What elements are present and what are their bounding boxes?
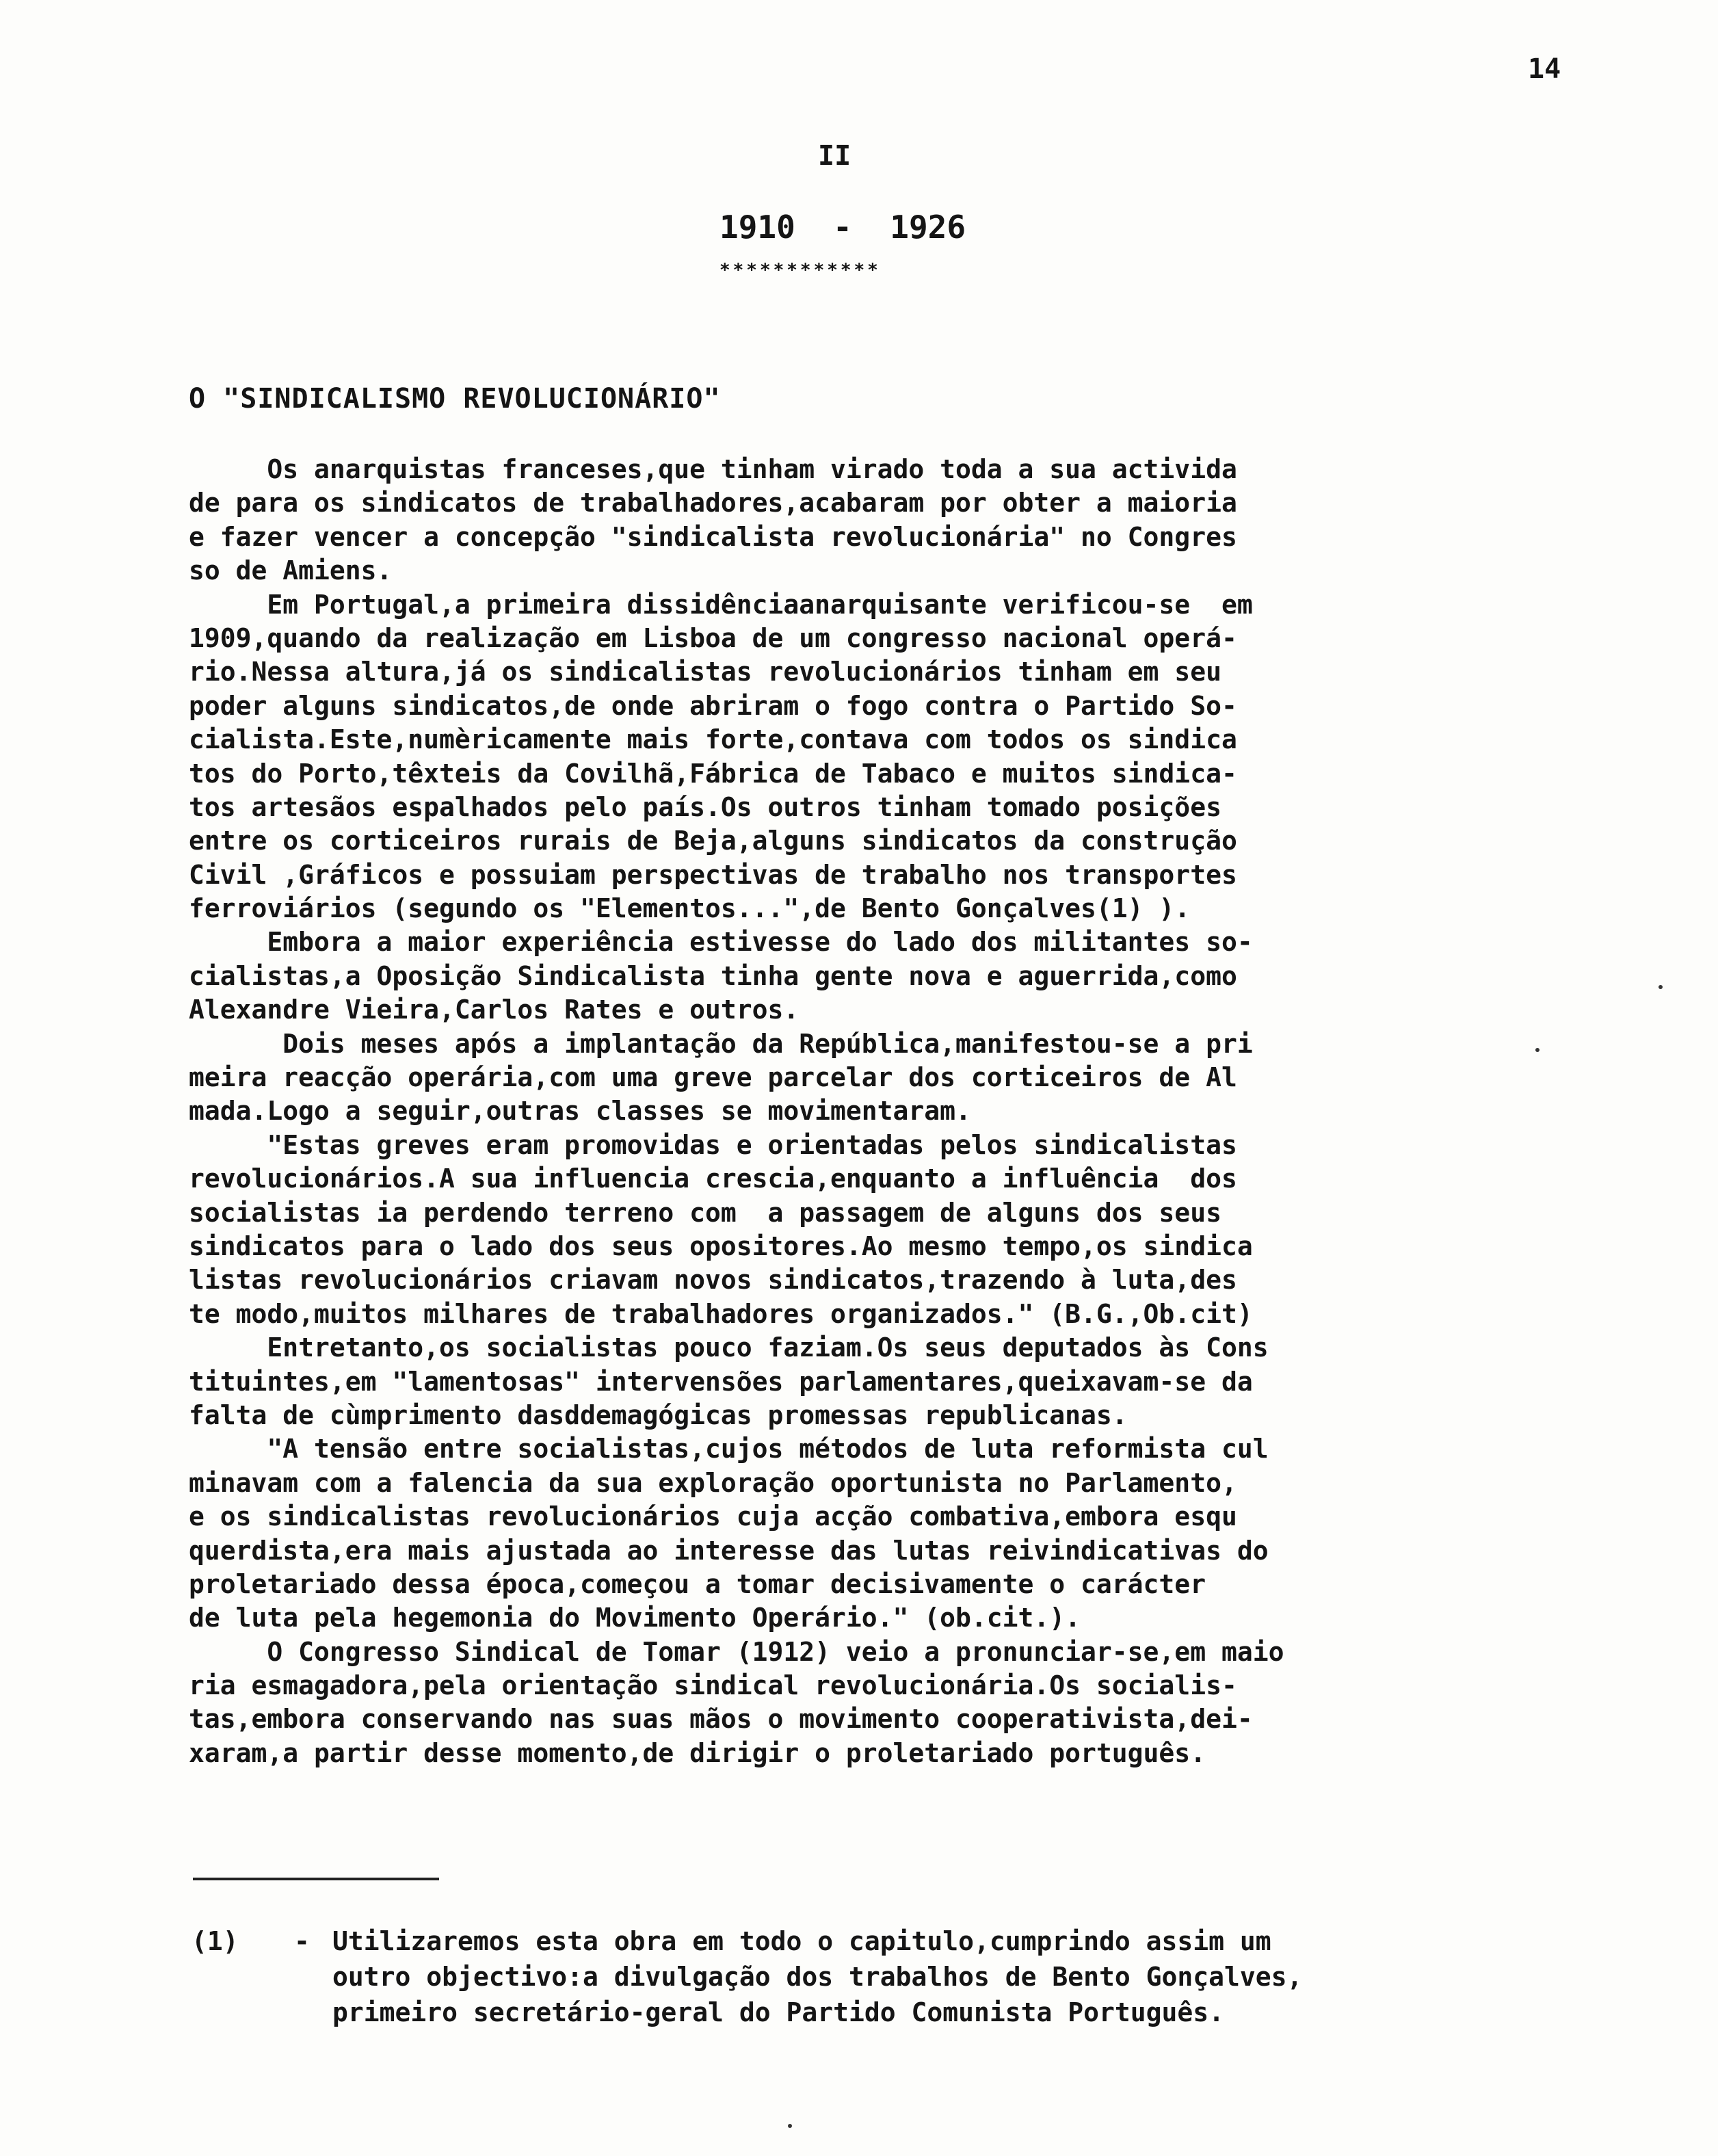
body-line: xaram,a partir desse momento,de dirigir o proletariado português. [189,1737,1206,1768]
scan-speck [1535,1048,1539,1052]
footnote [191,1923,1566,2030]
body-line: mada.Logo a seguir,outras classes se movimentaram. [189,1096,971,1127]
footnote-line: outro objectivo:a divulgação dos trabalhos de Bento Gonçalves, [332,1962,1303,1992]
body-line: Civil ,Gráficos e possuiam perspectivas de trabalho nos transportes [189,859,1237,890]
body-line: de para os sindicatos de trabalhadores,acabaram por obter a maioria [189,488,1237,518]
body-line: sindicatos para o lado dos seus opositores.Ao mesmo tempo,os sindica [189,1231,1253,1261]
body-line: "A tensão entre socialistas,cujos métodos de luta reformista cul [189,1434,1269,1464]
body-line: e os sindicalistas revolucionários cuja acção combativa,embora esqu [189,1501,1237,1532]
body-line: 1909,quando da realização em Lisboa de um congresso nacional operá- [189,622,1237,653]
body-line: te modo,muitos milhares de trabalhadores organizados." (B.G.,Ob.cit) [189,1298,1253,1329]
body-line: tos do Porto,têxteis da Covilhã,Fábrica de Tabaco e muitos sindica- [189,758,1237,789]
body-line: entre os corticeiros rurais de Beja,alguns sindicatos da construção [189,826,1237,856]
body-line: cialista.Este,numèricamente mais forte,contava com todos os sindica [189,724,1237,755]
scan-speck [788,2124,792,2128]
footnote-marker: (1) [191,1926,239,1956]
chapter-numeral: II [818,140,851,172]
period-heading: 1910 - 1926 [719,209,966,246]
body-line: O Congresso Sindical de Tomar (1912) veio a pronunciar-se,em maio [189,1636,1284,1667]
decorative-stars: ************ [719,260,881,280]
body-line: rio.Nessa altura,já os sindicalistas revolucionários tinham em seu [189,657,1221,687]
body-line: minavam com a falencia da sua exploração oportunista no Parlamento, [189,1467,1237,1498]
body-line: listas revolucionários criavam novos sindicatos,trazendo à luta,des [189,1265,1237,1296]
body-line: Embora a maior experiência estivesse do lado dos militantes so- [189,927,1253,958]
body-line: so de Amiens. [189,555,393,586]
section-heading: O "SINDICALISMO REVOLUCIONÁRIO" [189,383,721,415]
body-line: meira reacção operária,com uma greve parcelar dos corticeiros de Al [189,1062,1237,1093]
body-line: ferroviários (segundo os "Elementos...",de Bento Gonçalves(1) ). [189,893,1191,924]
body-line: proletariado dessa época,começou a tomar decisivamente o carácter [189,1568,1206,1599]
body-line: cialistas,a Oposição Sindicalista tinha gente nova e aguerrida,como [189,960,1237,991]
body-line: falta de cùmprimento dasddemagógicas promessas republicanas. [189,1399,1128,1430]
footnote-divider [193,1878,439,1880]
body-text [189,453,1563,1770]
body-line: tas,embora conservando nas suas mãos o movimento cooperativista,dei- [189,1704,1253,1735]
body-line: revolucionários.A sua influencia crescia,enquanto a influência dos [189,1164,1237,1194]
body-line: tituintes,em "lamentosas" intervensões parlamentares,queixavam-se da [189,1366,1253,1397]
body-line: ria esmagadora,pela orientação sindical revolucionária.Os socialis- [189,1670,1237,1701]
body-line: Dois meses após a implantação da República,manifestou-se a pri [189,1028,1253,1059]
body-line: Entretanto,os socialistas pouco faziam.Os seus deputados às Cons [189,1332,1269,1363]
body-line: tos artesãos espalhados pelo país.Os outros tinham tomado posições [189,791,1221,822]
body-line: Alexandre Vieira,Carlos Rates e outros. [189,995,799,1025]
body-line: Os anarquistas franceses,que tinham virado toda a sua activida [189,454,1237,484]
footnote-line: primeiro secretário-geral do Partido Comunista Português. [332,1997,1225,2027]
scan-speck [1658,985,1663,989]
body-line: poder alguns sindicatos,de onde abriram o fogo contra o Partido So- [189,690,1237,721]
body-line: e fazer vencer a concepção "sindicalista revolucionária" no Congres [189,521,1237,552]
footnote-line: Utilizaremos esta obra em todo o capitulo,cumprindo assim um [332,1926,1271,1956]
body-line: "Estas greves eram promovidas e orientadas pelos sindicalistas [189,1129,1237,1160]
body-line: de luta pela hegemonia do Movimento Operário." (ob.cit.). [189,1603,1081,1633]
footnote-dash: - [294,1926,310,1956]
body-line: Em Portugal,a primeira dissidênciaanarquisante verificou-se em [189,589,1253,620]
page-number: 14 [1528,53,1561,85]
body-line: socialistas ia perdendo terreno com a passagem de alguns dos seus [189,1197,1221,1228]
body-line: querdista,era mais ajustada ao interesse das lutas reivindicativas do [189,1535,1269,1566]
